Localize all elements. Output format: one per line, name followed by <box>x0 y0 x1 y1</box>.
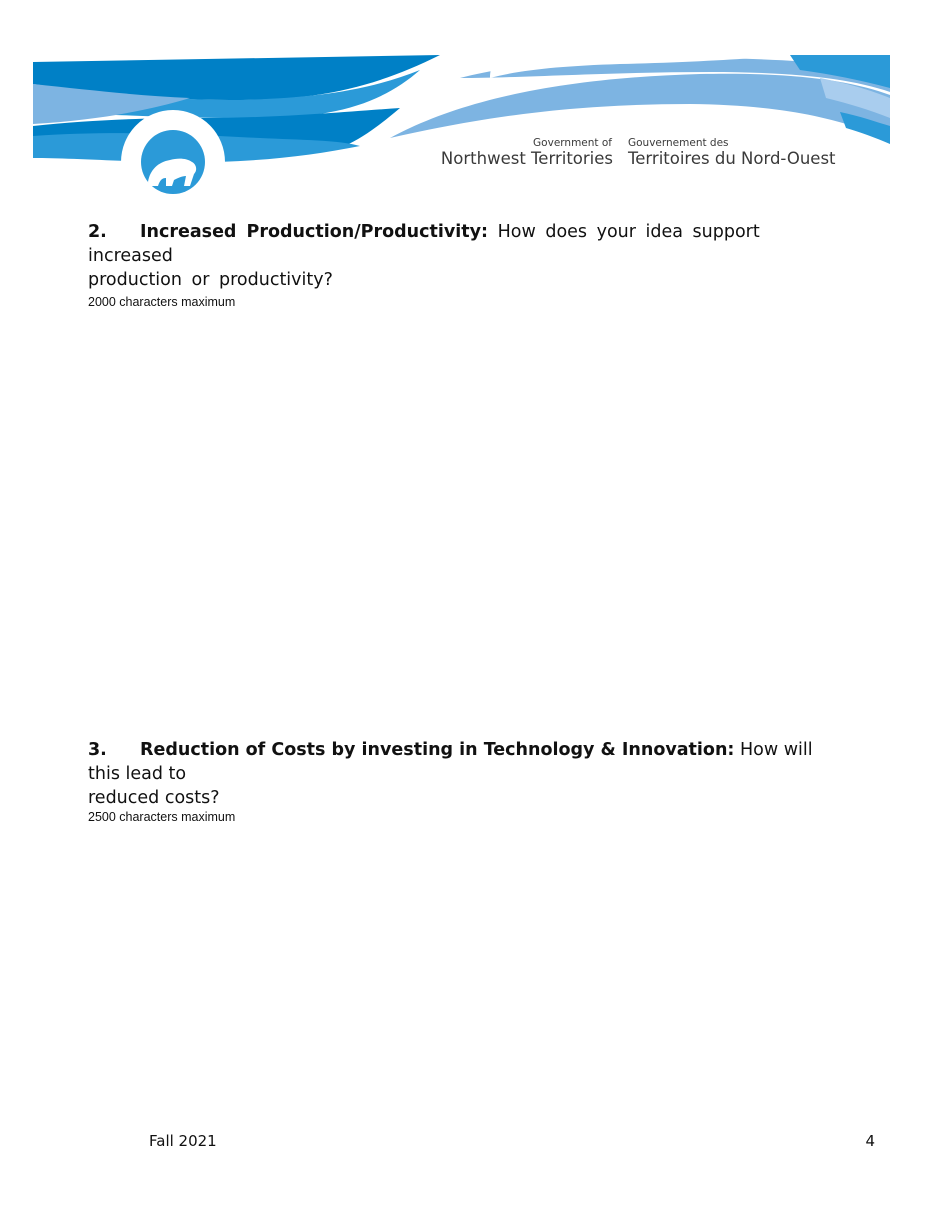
question-prompt: How will this lead to <box>88 740 813 784</box>
header-banner <box>0 0 950 200</box>
page-number: 4 <box>865 1132 875 1150</box>
character-limit-note: 2000 characters maximum <box>88 295 236 309</box>
banner-wave-right-light <box>390 74 890 140</box>
question-number: 2. <box>88 222 107 242</box>
government-label-en: Government of <box>533 137 612 149</box>
question-heading <box>88 738 848 786</box>
question-number: 3. <box>88 740 107 760</box>
footer-term: Fall 2021 <box>149 1132 217 1150</box>
territory-name-fr: Territoires du Nord-Ouest <box>628 149 836 168</box>
answer-field-question-2[interactable] <box>88 300 848 720</box>
question-heading <box>88 220 828 268</box>
polar-bear-icon <box>141 130 205 194</box>
question-prompt-continued: production or productivity? <box>88 270 333 290</box>
question-prompt: How does your idea support increased <box>88 222 760 266</box>
question-title: Increased Production/Productivity: <box>140 222 489 242</box>
question-prompt-continued: reduced costs? <box>88 788 220 808</box>
government-label-fr: Gouvernement des <box>628 137 729 149</box>
question-2 <box>88 220 828 309</box>
answer-field-question-3[interactable] <box>88 808 848 1108</box>
character-limit-note: 2500 characters maximum <box>88 810 236 824</box>
question-title: Reduction of Costs by investing in Technology & Innovation: <box>140 740 735 760</box>
territory-name-en: Northwest Territories <box>440 149 613 168</box>
